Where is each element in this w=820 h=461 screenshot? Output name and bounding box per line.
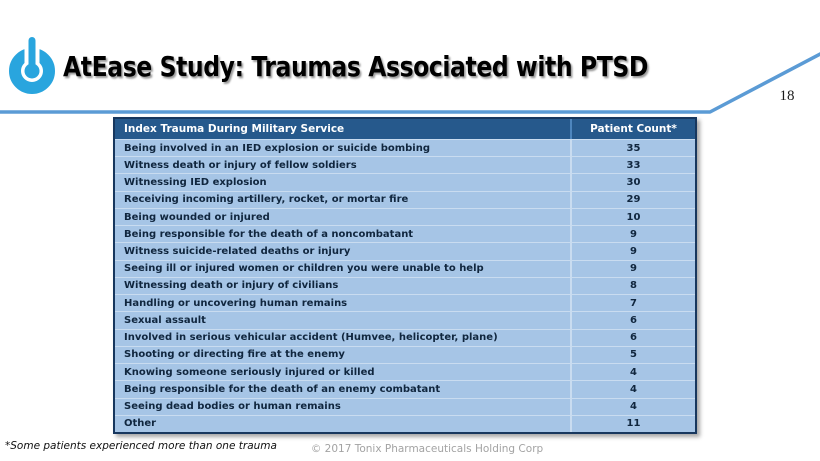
trauma-label: Witness death or injury of fellow soldiers bbox=[124, 159, 357, 171]
table-row bbox=[115, 260, 695, 277]
copyright: © 2017 Tonix Pharmaceuticals Holding Corp bbox=[310, 443, 544, 455]
trauma-label: Knowing someone seriously injured or killed bbox=[124, 366, 375, 378]
patient-count: 35 bbox=[570, 140, 695, 156]
table-row bbox=[115, 242, 695, 259]
table-row bbox=[115, 346, 695, 363]
patient-count: 33 bbox=[570, 157, 695, 173]
patient-count: 10 bbox=[570, 209, 695, 225]
table-row bbox=[115, 156, 695, 173]
trauma-label: Being responsible for the death of a noncombatant bbox=[124, 228, 414, 240]
table-row bbox=[115, 208, 695, 225]
patient-count: 9 bbox=[570, 226, 695, 242]
footnote: *Some patients experienced more than one trauma bbox=[5, 440, 277, 452]
patient-count: 5 bbox=[570, 347, 695, 363]
table-header-row bbox=[115, 119, 695, 139]
trauma-label: Handling or uncovering human remains bbox=[124, 297, 348, 309]
table-header-trauma: Index Trauma During Military Service bbox=[124, 123, 345, 135]
table-row bbox=[115, 173, 695, 190]
patient-count: 9 bbox=[570, 261, 695, 277]
patient-count: 4 bbox=[570, 364, 695, 380]
patient-count: 30 bbox=[570, 174, 695, 190]
trauma-label: Being involved in an IED explosion or suicide bombing bbox=[124, 142, 431, 154]
patient-count: 11 bbox=[570, 416, 695, 432]
patient-count: 9 bbox=[570, 243, 695, 259]
table-row bbox=[115, 363, 695, 380]
trauma-label: Shooting or directing fire at the enemy bbox=[124, 349, 345, 361]
patient-count: 7 bbox=[570, 295, 695, 311]
table-row bbox=[115, 294, 695, 311]
table-header-count: Patient Count* bbox=[570, 119, 695, 139]
trauma-label: Sexual assault bbox=[124, 314, 206, 326]
page-number: 18 bbox=[779, 88, 795, 104]
trauma-label: Witnessing death or injury of civilians bbox=[124, 280, 339, 292]
table-row bbox=[115, 311, 695, 328]
table-row bbox=[115, 225, 695, 242]
trauma-label: Receiving incoming artillery, rocket, or mortar fire bbox=[124, 194, 409, 206]
trauma-label: Witness suicide-related deaths or injury bbox=[124, 246, 351, 258]
patient-count: 8 bbox=[570, 278, 695, 294]
table-row bbox=[115, 398, 695, 415]
slide-title: AtEase Study: Traumas Associated with PTSD bbox=[63, 50, 648, 83]
trauma-label: Witnessing IED explosion bbox=[124, 177, 267, 189]
trauma-label: Being wounded or injured bbox=[124, 211, 270, 223]
trauma-label: Other bbox=[124, 418, 157, 430]
trauma-label: Seeing ill or injured women or children you were unable to help bbox=[124, 263, 484, 275]
table-row bbox=[115, 415, 695, 432]
trauma-label: Being responsible for the death of an enemy combatant bbox=[124, 383, 441, 395]
patient-count: 6 bbox=[570, 312, 695, 328]
patient-count: 4 bbox=[570, 399, 695, 415]
patient-count: 4 bbox=[570, 381, 695, 397]
trauma-label: Involved in serious vehicular accident (Humvee, helicopter, plane) bbox=[124, 332, 498, 344]
table-row bbox=[115, 380, 695, 397]
table-row bbox=[115, 329, 695, 346]
patient-count: 29 bbox=[570, 192, 695, 208]
table-row bbox=[115, 191, 695, 208]
table-row bbox=[115, 139, 695, 156]
patient-count: 6 bbox=[570, 330, 695, 346]
power-button-icon bbox=[8, 34, 56, 96]
trauma-table bbox=[113, 117, 697, 434]
table-row bbox=[115, 277, 695, 294]
trauma-label: Seeing dead bodies or human remains bbox=[124, 401, 341, 413]
